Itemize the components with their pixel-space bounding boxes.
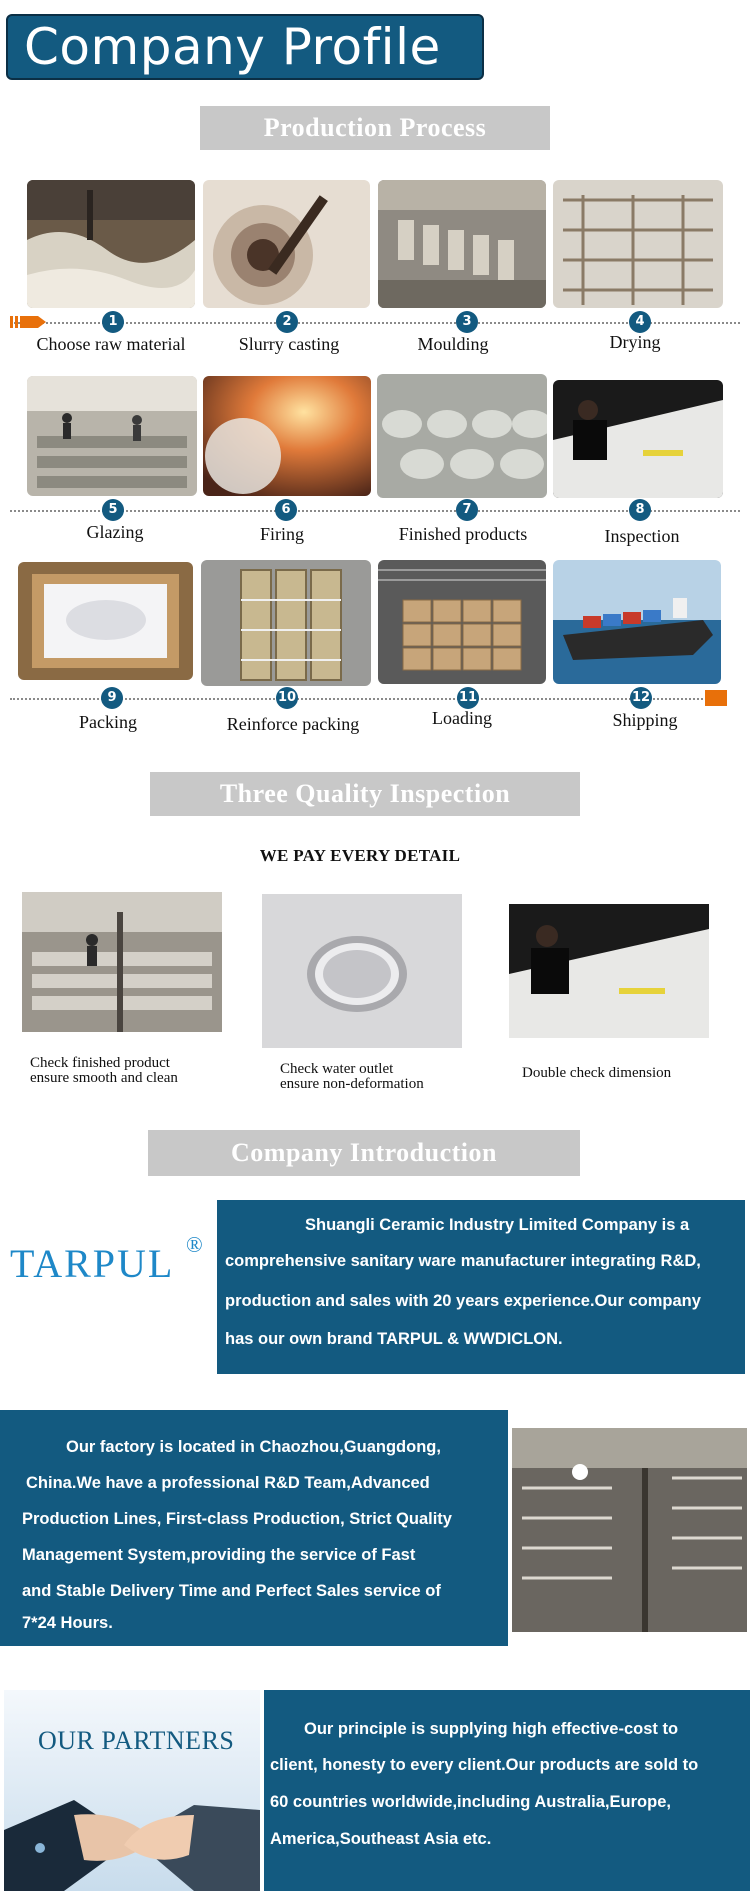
step-number-11: 11 <box>457 687 479 709</box>
orange-arrow-icon <box>10 314 48 330</box>
para1-line-3: production and sales with 20 years experience.Our company <box>225 1292 701 1310</box>
photo-handshake <box>4 1690 260 1891</box>
photo-inspection <box>553 380 723 498</box>
our-partners-title: OUR PARTNERS <box>38 1726 235 1755</box>
photo-drying <box>553 180 723 308</box>
production-process-title: Production Process <box>200 106 550 150</box>
photo-double-check-dimension <box>509 904 709 1038</box>
step-label-5: Glazing <box>86 522 144 542</box>
para2-line-6: 7*24 Hours. <box>22 1614 113 1632</box>
caption-3-line-1: Double check dimension <box>522 1065 672 1081</box>
step-label-11: Loading <box>432 708 492 728</box>
quality-caption-1 <box>30 1056 178 1086</box>
photo-shipping <box>553 560 721 684</box>
photo-reinforce-packing <box>201 560 371 686</box>
step-label-9: Packing <box>79 712 137 732</box>
step-label-4: Drying <box>609 332 661 352</box>
step-label-8: Inspection <box>604 526 680 546</box>
step-number-3: 3 <box>456 311 478 333</box>
quality-tagline: WE PAY EVERY DETAIL <box>259 846 461 865</box>
para2-line-4: Management System,providing the service of Fast <box>22 1546 416 1564</box>
para3-line-3: 60 countries worldwide,including Australia,Europe, <box>270 1793 671 1811</box>
photo-moulding <box>378 180 546 308</box>
para2-line-3: Production Lines, First-class Production, Strict Quality <box>22 1510 452 1528</box>
quality-caption-2 <box>280 1062 424 1092</box>
company-profile-banner: Company Profile <box>6 14 484 80</box>
step-number-6: 6 <box>275 499 297 521</box>
photo-loading <box>378 560 546 684</box>
step-number-2: 2 <box>276 311 298 333</box>
step-number-5: 5 <box>102 499 124 521</box>
intro-paragraph-3 <box>264 1690 750 1891</box>
intro-paragraph-1 <box>217 1200 745 1374</box>
photo-factory-drying-racks <box>512 1428 747 1632</box>
photo-slurry-casting <box>203 180 370 308</box>
para1-line-4: has our own brand TARPUL & WWDICLON. <box>225 1330 563 1348</box>
step-label-7: Finished products <box>398 524 528 544</box>
para1-line-1: Shuangli Ceramic Industry Limited Company is a <box>305 1216 690 1234</box>
step-label-10: Reinforce packing <box>226 714 360 734</box>
step-number-12: 12 <box>630 687 652 709</box>
step-number-10: 10 <box>276 687 298 709</box>
step-number-8: 8 <box>629 499 651 521</box>
caption-1-line-1: Check finished product <box>30 1055 170 1071</box>
photo-check-finished-product <box>22 892 222 1032</box>
photo-firing <box>203 376 371 496</box>
step-label-1: Choose raw material <box>36 334 186 354</box>
caption-2-line-2: ensure non-deformation <box>280 1076 424 1092</box>
para3-line-1: Our principle is supplying high effective-cost to <box>304 1720 679 1738</box>
photo-glazing <box>27 376 197 496</box>
company-introduction-title: Company Introduction <box>148 1130 580 1176</box>
tarpul-logo: TARPUL <box>10 1241 175 1286</box>
step-number-4: 4 <box>629 311 651 333</box>
para2-line-2: China.We have a professional R&D Team,Advanced <box>26 1474 430 1492</box>
quality-inspection-title: Three Quality Inspection <box>150 772 580 816</box>
step-number-1: 1 <box>102 311 124 333</box>
para1-line-2: comprehensive sanitary ware manufacturer integrating R&D, <box>225 1252 701 1270</box>
step-number-9: 9 <box>101 687 123 709</box>
photo-raw-material <box>27 180 195 308</box>
step-number-7: 7 <box>456 499 478 521</box>
caption-1-line-2: ensure smooth and clean <box>30 1070 178 1086</box>
orange-end-marker-icon <box>705 690 727 706</box>
para3-line-2: client, honesty to every client.Our products are sold to <box>270 1756 699 1774</box>
step-label-3: Moulding <box>417 334 489 354</box>
caption-2-line-1: Check water outlet <box>280 1061 394 1077</box>
para3-line-4: America,Southeast Asia etc. <box>270 1830 492 1848</box>
photo-check-water-outlet <box>262 894 462 1048</box>
photo-finished-products <box>377 374 547 498</box>
photo-packing <box>18 562 193 680</box>
step-label-6: Firing <box>259 524 304 544</box>
step-label-12: Shipping <box>612 710 678 730</box>
intro-paragraph-2 <box>0 1410 508 1646</box>
para2-line-1: Our factory is located in Chaozhou,Guangdong, <box>66 1438 441 1456</box>
registered-mark: ® <box>186 1232 203 1257</box>
step-label-2: Slurry casting <box>238 334 340 354</box>
para2-line-5: and Stable Delivery Time and Perfect Sales service of <box>22 1582 441 1600</box>
quality-caption-3 <box>522 1066 671 1081</box>
